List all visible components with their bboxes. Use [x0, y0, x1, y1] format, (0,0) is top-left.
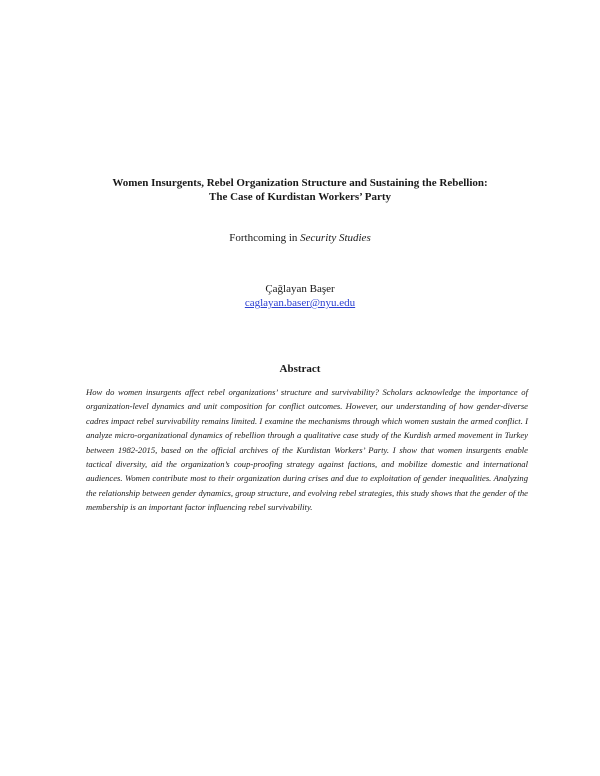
- paper-title-line-1: Women Insurgents, Rebel Organization Structure and Sustaining the Rebellion:: [112, 177, 488, 189]
- author-email-link[interactable]: caglayan.baser@nyu.edu: [244, 297, 356, 309]
- paper-title: [60, 176, 540, 204]
- abstract-heading: Abstract: [279, 363, 321, 375]
- publication-note: [60, 231, 540, 245]
- author-name: Çağlayan Başer: [265, 283, 335, 295]
- forthcoming-prefix: Forthcoming in: [229, 232, 301, 244]
- paper-title-line-2: The Case of Kurdistan Workers’ Party: [209, 191, 391, 203]
- journal-name: Security Studies: [300, 232, 371, 244]
- author-email-line: [60, 296, 540, 310]
- abstract-text: How do women insurgents affect rebel organizations’ structure and survivability? Scholars acknowledge the importance of organization-level dynamics and unit composition for conflict outcomes. However, our understanding of how gender-diverse cadres impact rebel survivability remains limited. I examine the mechanisms through which women sustain the armed conflict. I analyze micro-organizational dynamics of rebellion through a qualitative case study of the Kurdish armed movement in Turkey between 1982-2015, based on the official archives of the Kurdistan Workers’ Party. I show that women insurgents enable tactical diversity, aid the organization’s coup-proofing strategy against factions, and mobilize domestic and international audiences. Women contribute most to their organization during crises and due to exploitation of gender inequalities. Analyzing the relationship between gender dynamics, group structure, and evolving rebel strategies, this study shows that the gender of the membership is an important factor influencing rebel survivability.: [86, 387, 528, 513]
